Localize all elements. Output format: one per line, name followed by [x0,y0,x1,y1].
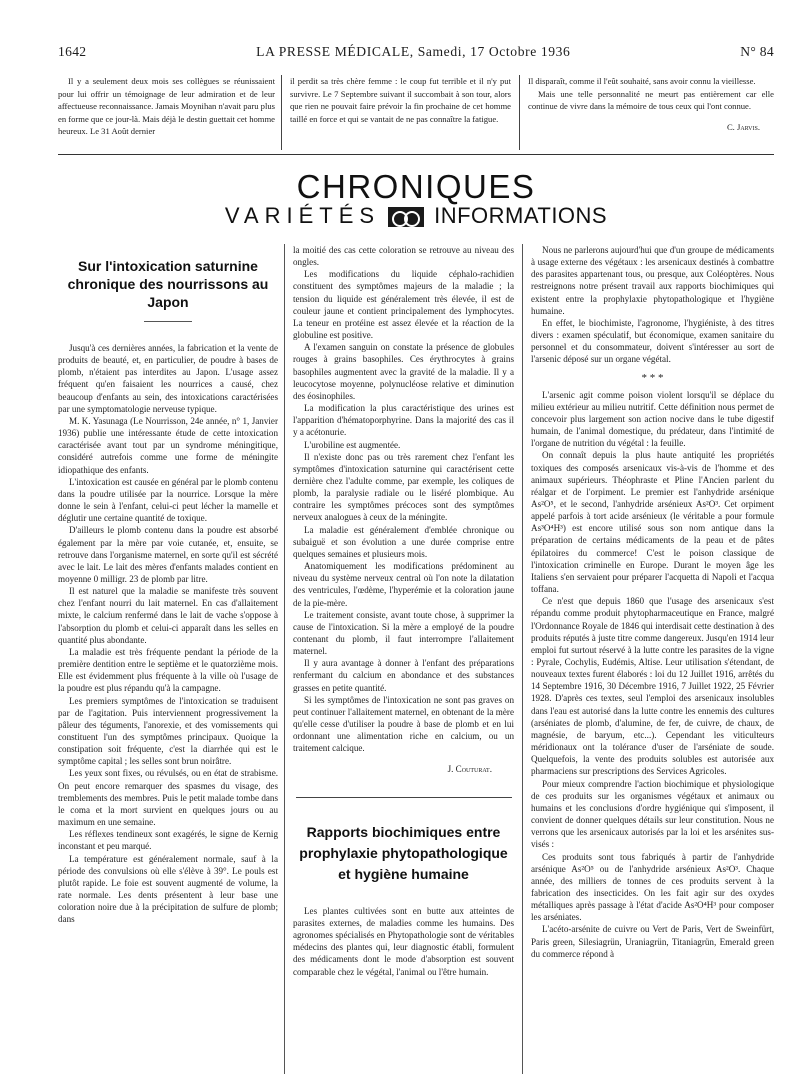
article1-paragraph: Les premiers symptômes de l'intoxication se traduisent par de l'agitation. Puis interviennent progressivement la pâleur des téguments, l'anorexie, et des vomissements qui constituent l'un des symptômes principaux. Quoique la constipation soit fréquente, c'est la diarrhée qui est le symptôme capital ; les selles sont brun noirâtre. [58,695,278,767]
article1-paragraph: La température est généralement normale, sauf à la période des convulsions où elle s'élève à 39°. Le pouls est plutôt rapide. Le foie est souvent augmenté de volume, la rate normale. Les dents présentent à leur base une coloration noire due à la précipitation de sulfure de plomb; dans [58,853,278,925]
continuation-column-1 [58,75,281,150]
article-end-rule [296,797,512,798]
article1-paragraph: La maladie est très fréquente pendant la période de la première dentition entre le septième et le quatorzième mois. Elle est évidemment plus fréquente à la ville où l'usage de la poudre est plus répandu qu'à la campagne. [58,646,278,694]
double-ring-ornament-icon [388,207,424,227]
article1-paragraph: Les modifications du liquide céphalo-rachidien constituent des symptômes majeurs de la maladie ; la tension du liquide est généralement très élevée, il est de couleur jaune et contient principalement des lymphocytes. La teneur en protéine est assez élevée et la réaction de la globuline est positive. [293,269,514,341]
article2-paragraph: L'arsenic agit comme poison violent lorsqu'il se déplace du milieu extérieur au milieu nutritif. Cette définition nous permet de concevoir plus largement son action nocive dans le tube digestif humain, de l'animal domestique, du prédateur, dans l'intimité de l'organe de nutrition du végétal : la feuille. [531,389,774,449]
article1-paragraph: Les réflexes tendineux sont exagérés, le signe de Kernig inconstant et peu marqué. [58,829,278,852]
issue-date: Samedi, 17 Octobre 1936 [417,44,571,59]
issue-number: N° 84 [740,44,774,59]
article1-paragraph: Il n'existe donc pas ou très rarement chez l'enfant les symptômes d'intoxication saturnine qui caractérisent cette dernière chez l'adulte comme, par exemple, les coliques de plomb, la paralysie radiale ou le liséré plombique. Au contraire les symptômes précoces sont des symptômes nerveux analogues à ceux de la méningite. [293,451,514,523]
article1-paragraph: La modification la plus caractéristique des urines est l'apparition d'hématoporphyrine. Dans la majorité des cas il y a acétonurie. [293,403,514,438]
article1-paragraph: Il y aura avantage à donner à l'enfant des préparations renfermant du calcium en abondance et des substances grasses en petite quantité. [293,658,514,693]
title-rule [144,321,192,322]
article1-paragraph: D'ailleurs le plomb contenu dans la poudre est absorbé également par la mère par voie cutanée, et, ensuite, se retrouve dans l'organisme maternel, en sorte qu'il est sécrété avec le lait. Le lait des mères d'enfants malades contient en moyenne 0 milligr. 23 de plomb par litre. [58,525,278,584]
article1-signature: J. Couturat. [447,763,492,774]
journal-name: LA PRESSE MÉDICALE, [256,44,414,59]
section-banner-title: CHRONIQUES [296,168,536,205]
article1-paragraph: Jusqu'à ces dernières années, la fabrication et la vente de produits de beauté, et, en particulier, de poudre à bases de plomb, n'étaient pas interdites au Japon. L'usage assez fréquent qu'en faisaient les nourrices a causé, chez beaucoup d'enfants au sein, des intoxications caractérisées par une symptomatologie nerveuse typique. [58,343,278,414]
section-banner-subtitle [58,203,774,229]
banner-right-word: INFORMATIONS [434,203,608,228]
article2-paragraph: Nous ne parlerons aujourd'hui que d'un groupe de médicaments à usage externe des végétaux : les arsenicaux destinés à combattre des parasites appartenant tous, ou presque, aux Coléoptères. Nous restreignons notre présent travail aux rapports biochimiques qui existent entre la prophylaxie phytopathologique et l'hygiène humaine. [531,245,774,316]
article1-paragraph: Anatomiquement les modifications prédominent au niveau du système nerveux central où l'on note la dilatation des ventricules, l'œdème, l'hyperémie et la coloration jaune de la pie-mère. [293,561,514,608]
continuation-column-2 [281,75,519,150]
article1-paragraph: M. K. Yasunaga (Le Nourrisson, 24e année, n° 1, Janvier 1936) publie une intéressante étude de cette intoxication caractérisée avant tout par un syndrome méningitique, considéré autrefois comme une forme de méningite idiopathique des enfants. [58,415,278,475]
article1-paragraph: Il est naturel que la maladie se manifeste très souvent chez l'enfant nourri du lait maternel. En cas d'allaitement mixte, le calcium renfermé dans le lait de vache s'oppose à l'absorption du plomb et celui-ci apparaît dans les selles en quantité plus abondante. [58,586,278,645]
obituary-continuation [58,75,774,150]
article1-title: Sur l'intoxication saturnine chronique des nourrissons au Japon [67,258,269,310]
section-stars: * * * [641,371,664,384]
column-1 [58,244,284,1074]
article1-paragraph: L'urobiline est augmentée. [304,439,401,450]
continuation-paragraph: il perdit sa très chère femme : le coup fut terrible et il n'y put survivre. Le 7 Septembre suivant il succombait à son tour, alors que rien ne pouvait faire prévoir la fin prochaine de cet homme taillé en force et qui se vantait de ne pas connaître la fatigue. [290,76,511,124]
continuation-column-3 [519,75,774,150]
article1-paragraph: La maladie est généralement d'emblée chronique ou subaiguë et son évolution a une durée comprise entre quelques semaines et plusieurs mois. [293,524,514,559]
article1-paragraph: Si les symptômes de l'intoxication ne sont pas graves on peut continuer l'allaitement maternel, en obtenant de la mère qu'elle cesse d'utiliser la poudre à base de plomb et en lui ordonnant une alimentation riche en calcium, ou un traitement calcique. [293,694,514,754]
article2-paragraph: Ces produits sont tous fabriqués à partir de l'anhydride arsénique As²O⁵ ou de l'anhydride arsénieux As²O³. Chaque année, des milliers de tonnes de ces produits servent à la fabrication des insecticides. On les fait agir sur des oxydes métalliques après passage à l'état d'acide As²O⁴H³ pour composer les arséniates. [531,851,774,923]
article2-paragraph: Ce n'est que depuis 1860 que l'usage des arsenicaux s'est répandu comme produit phytopharmaceutique en France, malgré l'Ordonnance Royale de 1846 qui interdisait cette destination à des produits réputés à juste titre comme dangereux. Jusqu'en 1914 leur emploi fut surtout réservé à la lutte contre les parasites de la vigne : Pyrale, Cochylis, Eudémis, Altise. Leur utilisation s'étendant, de nouveaux textes furent élaborés : loi du 12 Juillet 1916, arrêtés du 14 Septembre 1916, 30 Décembre 1916, 7 Juillet 1922, 25 Février 1928. D'après ces textes, seul l'emploi des arsenicaux insolubles dans l'eau est autorisé dans la lutte contre les ennemis des cultures (arséniates de plomb, d'alumine, de fer, de cuivre, de chaux, de magnésie, de baryum, etc...). Cependant les viticulteurs méridionaux ont la tolérance d'user de l'arséniate de soude. Quelquefois, la vente des produits solubles est autorisée aux pharmaciens sur prescriptions des Services Agricoles. [531,596,774,777]
article2-paragraph: Les plantes cultivées sont en butte aux atteintes de parasites externes, de maladies comme les humains. Des agronomes spécialisés en Phytopathologie sont de véritables médecins des plantes qui, leur diagnostic établi, formulent des médicaments dont le mode d'absorption est souvent comparable chez le végétal, l'animal ou l'être humain. [293,905,514,977]
article1-paragraph: L'intoxication est causée en général par le plomb contenu dans la poudre utilisée par la nourrice. Lorsque la mère donne le sein à l'enfant, celui-ci peut lécher la mamelle et déglutir une certaine quantité de toxique. [58,476,278,524]
article2-paragraph: On connaît depuis la plus haute antiquité les propriétés toxiques des composés arsenicaux vis-à-vis de l'homme et des animaux supérieurs. Théophraste et Pline l'Ancien parlent du réalgar et de l'orpiment. Le premier est l'anhydride arsénique As²O⁵, et le second, l'anhydride arsénieux As²O³. Cet orpiment appelé parfois à tort acide arsénieux (le véritable a pour formule As³O⁴H³) est encore utilisé sous son nom antique dans la préparation de certains médicaments de la peau et de pâtes épilatoires du commerce! C'est le poison classique de l'intoxication criminelle en Europe. Durant le moyen âge les Italiens s'en servaient pour préparer l'acquetta di Napoli et l'acqua toffana. [531,450,774,595]
obituary-signature: C. Jarvis. [726,121,760,132]
article1-paragraph: Les yeux sont fixes, ou révulsés, ou en état de strabisme. On peut encore remarquer des spasmes du visage, des tremblements des membres. Puis le petit malade tombe dans le coma et la mort survient en quelques jours ou au maximum en une semaine. [58,768,278,828]
article2-title: Rapports biochimiques entre prophylaxie phytopathologique et hygiène humaine [299,823,508,882]
article-columns [58,244,774,1074]
article1-paragraph: A l'examen sanguin on constate la présence de globules rouges à grains basophiles. Ces érythrocytes à grains basophiles augmentent avec la gravité de la maladie. Il y a leucocytose moyenne, polynucléose relative et diminution des éosinophiles. [293,342,514,401]
page-number: 1642 [58,44,87,59]
column-3 [522,244,774,1074]
continuation-paragraph: Il y a seulement deux mois ses collègues se réunissaient pour lui offrir un témoignage de leur admiration et de leur affectueuse reconnaissance. Jamais Moynihan n'avait paru plus en forme que ce jour-là. Mais déjà le destin guettait cet homme heureux. Le 31 Août dernier [58,76,275,137]
journal-title-line [256,44,570,60]
article1-paragraph: la moitié des cas cette coloration se retrouve au niveau des ongles. [293,245,514,268]
banner-left-word: VARIÉTÉS [224,203,381,228]
article2-paragraph: Pour mieux comprendre l'action biochimique et physiologique de ces produits sur les organismes végétaux et animaux ou humains et les conclusions d'ordre hygiénique qui s'imposent, il convient de donner quelques détails sur leur constitution. Nous ne verrons que les arsenicaux autorisés par la loi et les arsénites sus-visés : [531,778,774,850]
article2-paragraph: L'acéto-arsénite de cuivre ou Vert de Paris, Vert de Sweinfürt, Paris green, Silesiagrün, Uraniagrün, Titaniagrün, Emerald green du commerce répond à [531,924,774,959]
running-header [58,44,774,60]
continuation-paragraph: Mais une telle personnalité ne meurt pas entièrement car elle continue de vivre dans la mémoire de tous ceux qui l'ont connue. [528,88,774,112]
section-divider [58,154,774,155]
newspaper-page [58,0,774,1082]
article1-paragraph: Le traitement consiste, avant toute chose, à supprimer la cause de l'intoxication. Si la mère a employé de la poudre contenant du plomb, il faut interrompre l'allaitement maternel. [293,609,514,657]
continuation-paragraph: Il disparaît, comme il l'eût souhaité, sans avoir connu la vieillesse. [528,76,756,86]
column-2 [284,244,522,1074]
article2-paragraph: En effet, le biochimiste, l'agronome, l'hygiéniste, à des titres divers : examen spéculatif, but économique, examen sanitaire du personnel et du consommateur, doivent s'intéresser au sort de l'arsenic déposé sur un organe végétal. [531,317,774,365]
